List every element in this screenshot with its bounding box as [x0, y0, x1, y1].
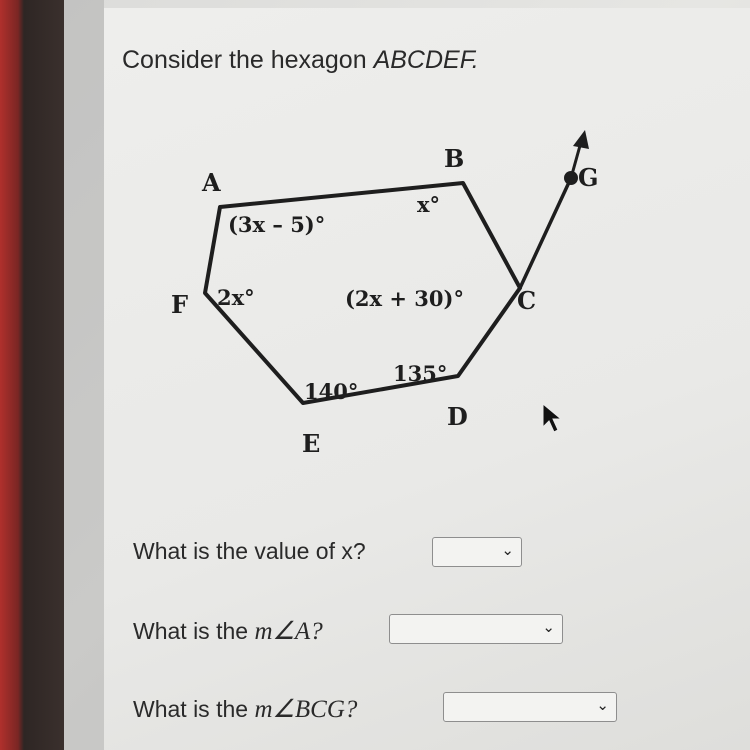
question-angle-bcg-math: m∠BCG — [254, 696, 345, 723]
title-text: Consider the hexagon — [122, 46, 374, 74]
question-angle-bcg — [133, 694, 357, 724]
question-angle-a-math: m∠A — [254, 618, 311, 645]
vertex-label-c: C — [517, 286, 537, 315]
question-angle-a-suffix: ? — [310, 618, 323, 645]
question-x-text: What is the value of x? — [133, 538, 366, 564]
answer-x-dropdown[interactable] — [432, 537, 522, 567]
angle-label-d: 135° — [393, 361, 448, 386]
angle-label-f: 2x° — [217, 285, 255, 310]
answer-angle-bcg-dropdown[interactable] — [443, 692, 617, 722]
chevron-down-icon: ⌄ — [596, 696, 609, 714]
ray-arrowhead — [573, 130, 589, 149]
chevron-down-icon: ⌄ — [501, 541, 514, 559]
question-angle-bcg-suffix: ? — [344, 696, 358, 723]
angle-label-c: (2x + 30)° — [345, 286, 464, 311]
answer-angle-a-dropdown[interactable] — [389, 614, 563, 644]
question-angle-bcg-text: What is the — [133, 696, 255, 722]
question-angle-a-text: What is the — [133, 618, 255, 644]
mouse-cursor-icon — [541, 403, 565, 435]
angle-label-e: 140° — [304, 379, 359, 404]
vertex-label-g: G — [578, 163, 599, 192]
vertex-label-f: F — [171, 290, 189, 319]
angle-label-b: x° — [417, 192, 441, 217]
vertex-label-a: A — [202, 168, 221, 197]
vertex-label-d: D — [447, 402, 468, 431]
chevron-down-icon: ⌄ — [542, 618, 555, 636]
angle-label-a: (3x – 5)° — [228, 212, 326, 237]
point-g — [564, 171, 578, 185]
vertex-label-e: E — [302, 429, 321, 458]
question-x — [133, 538, 366, 565]
vertex-label-b: B — [444, 144, 465, 173]
hexagon-name: ABCDEF. — [373, 46, 479, 74]
ray-cg — [520, 178, 571, 288]
question-angle-a — [133, 616, 323, 646]
